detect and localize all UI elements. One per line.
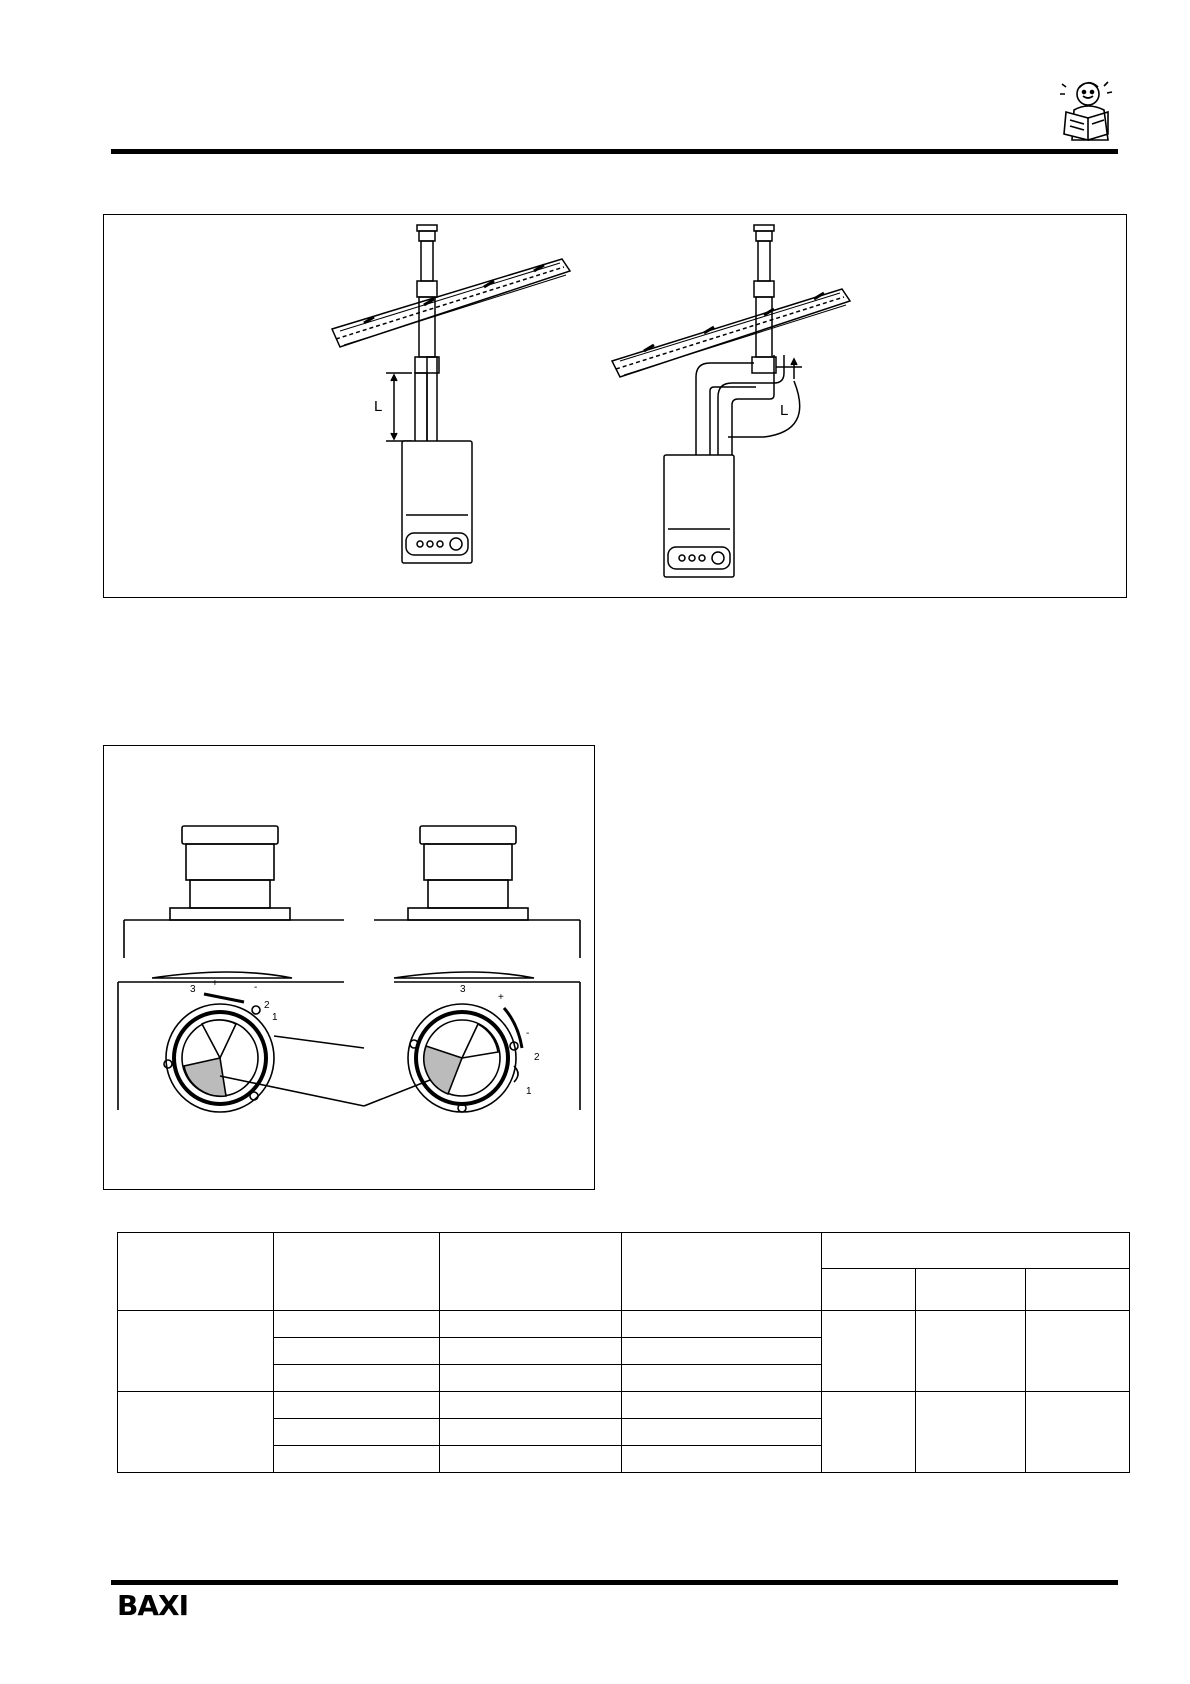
vertical-flue-diagram — [332, 225, 570, 563]
table-cell — [440, 1419, 622, 1446]
left-plus-sign: + — [212, 978, 218, 989]
table-cell — [274, 1338, 440, 1365]
right-restrictor-ring — [364, 1004, 522, 1112]
left-marker-1: 1 — [272, 1012, 278, 1023]
figure-restrictor — [103, 745, 595, 1190]
right-minus-sign: - — [526, 1028, 530, 1039]
right-marker-1: 1 — [526, 1086, 532, 1097]
mascot-icon — [1052, 74, 1118, 146]
table-cell — [622, 1338, 822, 1365]
table-cell — [440, 1365, 622, 1392]
table-cell — [822, 1311, 916, 1392]
table-cell — [440, 1446, 622, 1473]
table-cell — [1026, 1311, 1130, 1392]
table-cell — [622, 1392, 822, 1419]
header-cell — [274, 1233, 440, 1311]
header-rule — [111, 149, 1118, 154]
footer-rule — [111, 1580, 1118, 1585]
table-cell — [274, 1365, 440, 1392]
table-cell — [916, 1392, 1026, 1473]
left-restrictor-ring — [164, 994, 364, 1112]
figure-roof-flue — [103, 214, 1127, 598]
subheader-cell — [1026, 1269, 1130, 1311]
table-cell — [274, 1392, 440, 1419]
left-marker-3: 3 — [190, 984, 196, 995]
subheader-cell — [822, 1269, 916, 1311]
group-cell — [118, 1311, 274, 1392]
left-marker-2: 2 — [264, 1000, 270, 1011]
header-cell — [118, 1233, 274, 1311]
right-length-label: L — [780, 402, 789, 419]
table-cell — [440, 1338, 622, 1365]
left-length-label: L — [374, 398, 383, 415]
right-flue-adapter — [374, 826, 580, 1110]
group-cell — [118, 1392, 274, 1473]
header-cell — [440, 1233, 622, 1311]
brand-logo: BAXI — [117, 1589, 189, 1622]
table-cell — [916, 1311, 1026, 1392]
flue-length-table — [117, 1232, 1130, 1473]
table-cell — [1026, 1392, 1130, 1473]
table-cell — [274, 1311, 440, 1338]
table-cell — [274, 1419, 440, 1446]
header-group-cell — [822, 1233, 1130, 1269]
table-cell — [622, 1419, 822, 1446]
table-cell — [622, 1446, 822, 1473]
right-marker-2: 2 — [534, 1052, 540, 1063]
offset-flue-diagram — [612, 225, 850, 577]
right-plus-sign: + — [498, 992, 504, 1003]
table-cell — [274, 1446, 440, 1473]
right-marker-3: 3 — [460, 984, 466, 995]
table-cell — [622, 1365, 822, 1392]
table-cell — [822, 1392, 916, 1473]
table-cell — [622, 1311, 822, 1338]
table-cell — [440, 1392, 622, 1419]
header-cell — [622, 1233, 822, 1311]
left-minus-sign: - — [254, 982, 258, 993]
left-flue-adapter — [118, 826, 344, 1110]
subheader-cell — [916, 1269, 1026, 1311]
table-cell — [440, 1311, 622, 1338]
